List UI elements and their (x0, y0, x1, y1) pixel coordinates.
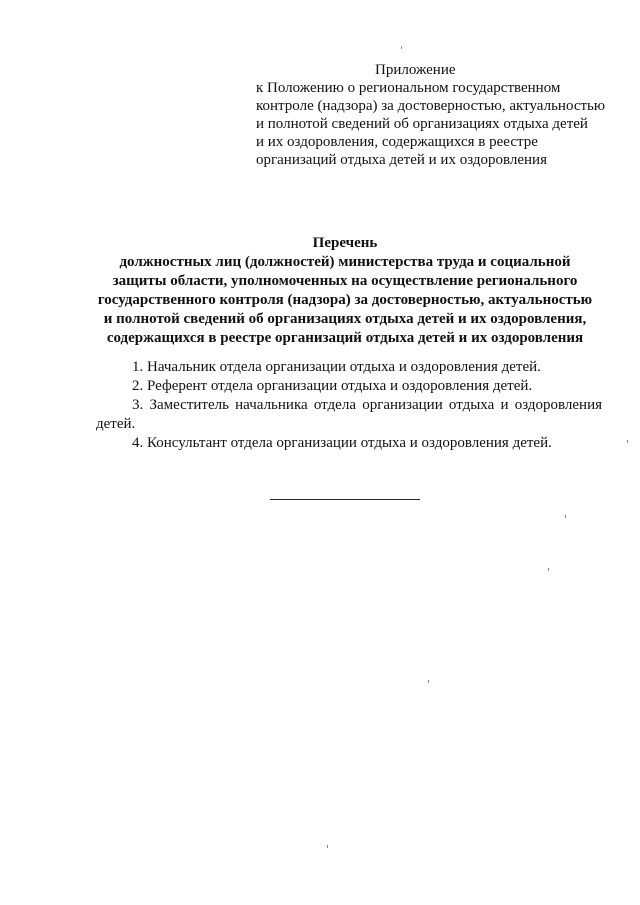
appendix-reference (256, 79, 616, 169)
closing-separator-line (270, 499, 420, 500)
heading-title: Перечень (312, 235, 378, 251)
heading-subtitle-line: государственного контроля (надзора) за достоверностью, актуальностью (97, 292, 593, 308)
appendix-reference-line: и их оздоровления, содержащихся в реестре (256, 134, 538, 150)
scan-speck (327, 845, 328, 848)
document-heading (80, 234, 610, 348)
positions-list (96, 358, 602, 453)
heading-subtitle-line: и полнотой сведений об организациях отдыха детей и их оздоровления, (103, 311, 587, 327)
position-item: 3. Заместитель начальника отдела организации отдыха и оздоровления детей. (96, 397, 602, 432)
scan-speck (428, 680, 429, 683)
appendix-title: Приложение (375, 62, 456, 78)
position-item: 4. Консультант отдела организации отдыха и оздоровления детей. (132, 435, 552, 451)
appendix-reference-line: организаций отдыха детей и их оздоровления (256, 152, 547, 168)
scan-speck (548, 568, 549, 571)
heading-subtitle-line: защиты области, уполномоченных на осуществление регионального (112, 273, 578, 289)
heading-subtitle-line: должностных лиц (должностей) министерства труда и социальной (119, 254, 571, 270)
scan-speck (627, 440, 628, 443)
heading-subtitle-line: содержащихся в реестре организаций отдыха детей и их оздоровления (106, 330, 584, 346)
position-item: 2. Референт отдела организации отдыха и оздоровления детей. (132, 378, 533, 394)
scan-speck (565, 515, 566, 518)
appendix-reference-line: и полнотой сведений об организациях отдыха детей (256, 116, 588, 132)
appendix-reference-line: к Положению о региональном государственном (256, 80, 561, 96)
scan-speck (401, 46, 402, 49)
position-item: 1. Начальник отдела организации отдыха и оздоровления детей. (132, 359, 541, 375)
appendix-reference-line: контроле (надзора) за достоверностью, актуальностью (256, 98, 606, 114)
